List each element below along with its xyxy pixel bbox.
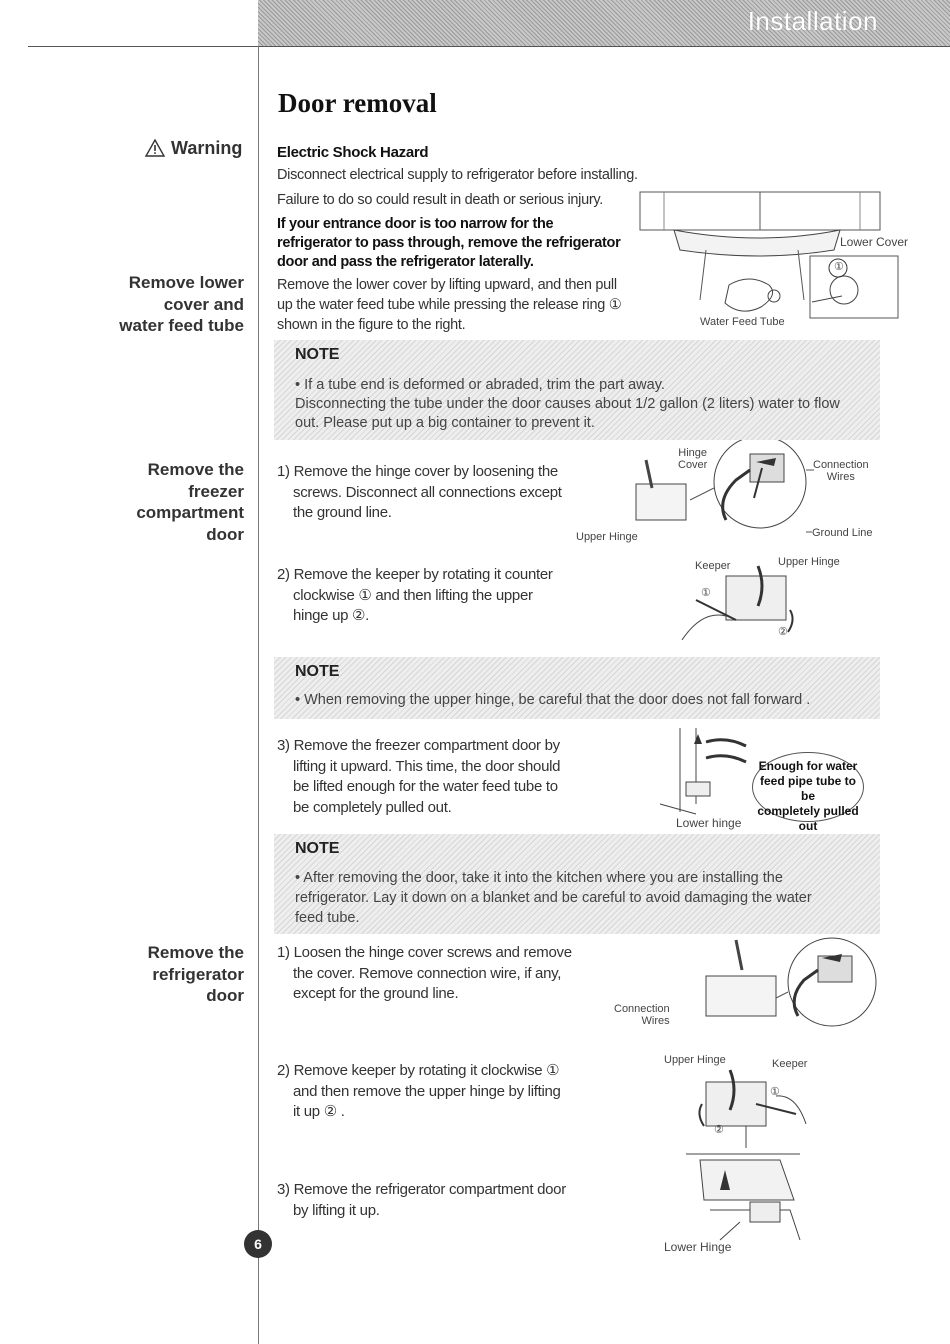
warning-bold3: door and pass the refrigerator laterally. [277, 254, 534, 270]
note-text: feed tube. [295, 910, 360, 926]
label-upper-hinge: Upper Hinge [778, 556, 840, 568]
page-number: 6 [244, 1230, 272, 1258]
note-title: NOTE [295, 840, 340, 857]
note-title: NOTE [295, 346, 340, 363]
label-keeper: Keeper [695, 560, 731, 572]
label-circled-2: ② [778, 626, 788, 638]
note-box-2 [274, 657, 880, 719]
label-ground-line: Ground Line [812, 527, 873, 539]
lower-cover-line2: up the water feed tube while pressing the release ring ① [277, 297, 622, 313]
fridge-keeper-illustration [686, 1064, 816, 1154]
warning-bold2: refrigerator to pass through, remove the refrigerator [277, 235, 621, 251]
lower-cover-line1: Remove the lower cover by lifting upward, and then pull [277, 277, 617, 293]
fridge-lift-illustration [680, 1150, 830, 1250]
freezer-lift-illustration [656, 724, 766, 824]
label-circled-1: ① [701, 587, 711, 599]
fridge-step-1: 1) Loosen the hinge cover screws and remove the cover. Remove connection wire, if any, except for the ground line. [277, 944, 572, 1002]
note-text: out. Please put up a big container to prevent it. [295, 415, 595, 431]
note-text: refrigerator. Lay it down on a blanket and be careful to avoid damaging the water [295, 890, 812, 906]
label-water-feed-tube: Water Feed Tube [700, 316, 785, 328]
label-connection-wires: Connection Wires [813, 459, 869, 483]
header-rule [28, 46, 950, 47]
label-hinge-cover: Hinge Cover [678, 447, 708, 471]
side-title-refrigerator: Remove the refrigerator door [147, 943, 244, 1005]
freezer-step-1: 1) Remove the hinge cover by loosening the screws. Disconnect all connections except the ground line. [277, 463, 562, 521]
label-upper-hinge: Upper Hinge [664, 1054, 726, 1066]
note-text: • After removing the door, take it into the kitchen where you are installing the [295, 870, 783, 886]
note-text: Disconnecting the tube under the door causes about 1/2 gallon (2 liters) water to flow [295, 396, 840, 412]
label-upper-hinge: Upper Hinge [576, 531, 638, 543]
label-lower-cover: Lower Cover [840, 235, 909, 249]
label-connection-wires: Connection Wires [614, 1003, 670, 1027]
label-keeper: Keeper [772, 1058, 808, 1070]
warning-bold1: If your entrance door is too narrow for the [277, 216, 554, 232]
warning-label: Warning [145, 138, 242, 159]
warning-heading: Electric Shock Hazard [277, 144, 429, 161]
note-text: • When removing the upper hinge, be careful that the door does not fall forward . [295, 692, 811, 708]
note-title: NOTE [295, 663, 340, 680]
note-box-1 [274, 340, 880, 440]
side-title-freezer: Remove the freezer compartment door [136, 460, 244, 544]
lower-cover-line3: shown in the figure to the right. [277, 317, 466, 333]
side-title-lower-cover: Remove lower cover and water feed tube [119, 273, 244, 335]
freezer-step-2: 2) Remove the keeper by rotating it counter clockwise ① and then lifting the upper hinge up ②. [277, 566, 553, 624]
fridge-step-2: 2) Remove keeper by rotating it clockwise ① and then remove the upper hinge by lifting it up ② . [277, 1062, 561, 1120]
column-divider [258, 46, 259, 1344]
callout-bubble: Enough for water feed pipe tube to be completely pulled out [752, 752, 864, 822]
note-box-3 [274, 834, 880, 934]
warning-line1: Disconnect electrical supply to refrigerator before installing. [277, 167, 638, 183]
label-ring: ① [834, 261, 844, 273]
note-text: • If a tube end is deformed or abraded, trim the part away. [295, 377, 665, 393]
label-circled-2: ② [714, 1124, 724, 1136]
warning-triangle-icon [145, 139, 165, 157]
lower-cover-illustration [634, 190, 914, 330]
freezer-step-3: 3) Remove the freezer compartment door by lifting it upward. This time, the door should be lifted enough for the water feed tube to be completely pulled out. [277, 737, 561, 816]
label-lower-hinge: Lower hinge [676, 816, 742, 830]
freezer-keeper-illustration [676, 560, 826, 650]
label-lower-hinge: Lower Hinge [664, 1240, 732, 1254]
fridge-step-3: 3) Remove the refrigerator compartment door by lifting it up. [277, 1181, 566, 1219]
section-title: Installation [747, 6, 878, 36]
page-title: Door removal [278, 88, 437, 118]
fridge-hinge-illustration [676, 936, 886, 1036]
label-circled-1: ① [770, 1086, 780, 1098]
warning-line2: Failure to do so could result in death or serious injury. [277, 192, 603, 208]
